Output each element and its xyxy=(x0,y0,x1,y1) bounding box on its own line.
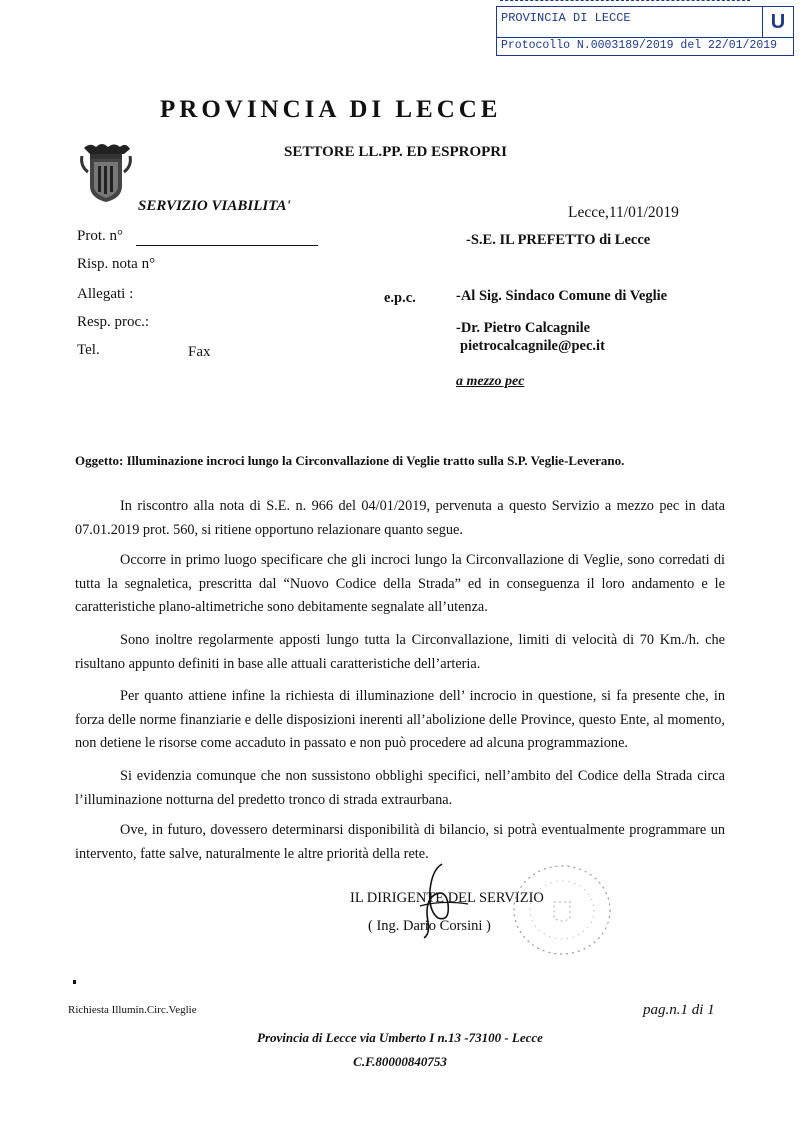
recipient-sindaco: -Al Sig. Sindaco Comune di Veglie xyxy=(456,288,668,304)
allegati-label: Allegati : xyxy=(77,286,134,302)
body-paragraph-6: Ove, in futuro, dovessero determinarsi disponibilità di bilancio, si potrà eventualmente programmare un intervento, fatte salve, naturalmente le altre priorità della rete. xyxy=(75,822,725,862)
stamp-protocol: Protocollo N.0003189/2019 del 22/01/2019 xyxy=(501,39,778,52)
body-paragraph-3: Sono inoltre regolarmente apposti lungo tutta la Circonvallazione, limiti di velocità di 70 Km./h. che risultano appunto definiti in base alle attuali caratteristiche dell’arteria. xyxy=(75,632,725,672)
resp-label: Resp. proc.: xyxy=(77,314,150,330)
body-paragraph-1: In riscontro alla nota di S.E. n. 966 del 04/01/2019, pervenuta a questo Servizio a mezzo pec in data 07.01.2019 prot. 560, si ritiene opportuno relazionare quanto segue. xyxy=(75,498,725,538)
signature-name: ( Ing. Dario Corsini ) xyxy=(368,918,491,934)
stamp-office: PROVINCIA DI LECCE xyxy=(501,11,631,25)
handwritten-signature-icon xyxy=(402,860,472,940)
province-coat-of-arms-icon xyxy=(80,142,132,204)
body-paragraph-5: Si evidenzia comunque che non sussistono obblighi specifici, nell’ambito del Codice della Strada circa l’illuminazione notturna del predetto tronco di strada extraurbana. xyxy=(75,768,725,808)
page-number: pag.n.1 di 1 xyxy=(643,1002,715,1018)
footer-address: Provincia di Lecce via Umberto I n.13 -73100 - Lecce xyxy=(257,1030,543,1045)
epc-label: e.p.c. xyxy=(384,290,416,306)
protocol-stamp xyxy=(496,6,794,56)
stray-mark xyxy=(73,980,76,984)
prot-blank-line xyxy=(136,245,318,246)
tel-label: Tel. xyxy=(77,342,100,358)
subject-line: Oggetto: Illuminazione incroci lungo la Circonvallazione di Veglie tratto sulla S.P. Veglie-Leverano. xyxy=(75,453,625,468)
body-paragraph-2: Occorre in primo luogo specificare che gli incroci lungo la Circonvallazione di Veglie, sono corredati di tutta la segnaletica, prescritta dal “Nuovo Codice della Strada” ed in conseguenza il loro andamento e le caratteristiche plano-altimetriche sono debitamente segnalate all’utenza. xyxy=(75,552,725,615)
file-reference: Richiesta Illumin.Circ.Veglie xyxy=(68,1004,197,1016)
official-seal-icon xyxy=(506,858,618,962)
prot-label: Prot. n° xyxy=(77,228,124,244)
delivery-method: a mezzo pec xyxy=(456,374,525,389)
sector-name: SETTORE LL.PP. ED ESPROPRI xyxy=(284,144,507,160)
signature-role: IL DIRIGENTE DEL SERVIZIO xyxy=(350,890,544,906)
place-date: Lecce,11/01/2019 xyxy=(568,204,679,221)
stamp-top-line xyxy=(500,0,750,3)
service-name: SERVIZIO VIABILITA' xyxy=(138,198,291,214)
page-title: PROVINCIA DI LECCE xyxy=(160,96,502,123)
recipient-email: pietrocalcagnile@pec.it xyxy=(460,338,605,354)
footer-tax-code: C.F.80000840753 xyxy=(353,1054,447,1069)
stamp-row-office xyxy=(497,7,793,38)
fax-label: Fax xyxy=(188,344,211,360)
recipient-calcagnile: -Dr. Pietro Calcagnile xyxy=(456,320,591,336)
body-paragraph-4: Per quanto attiene infine la richiesta di illuminazione dell’ incrocio in questione, si fa presente che, in forza delle norme finanziarie e delle disposizioni inerenti all’abolizione delle Province, questo Ente, al momento, non detiene le risorse come accaduto in passato e non può procedere ad alcuna programmazione. xyxy=(75,688,725,751)
recipient-prefetto: -S.E. IL PREFETTO di Lecce xyxy=(466,232,651,248)
risp-label: Risp. nota n° xyxy=(77,256,156,272)
stamp-direction: U xyxy=(762,7,793,37)
